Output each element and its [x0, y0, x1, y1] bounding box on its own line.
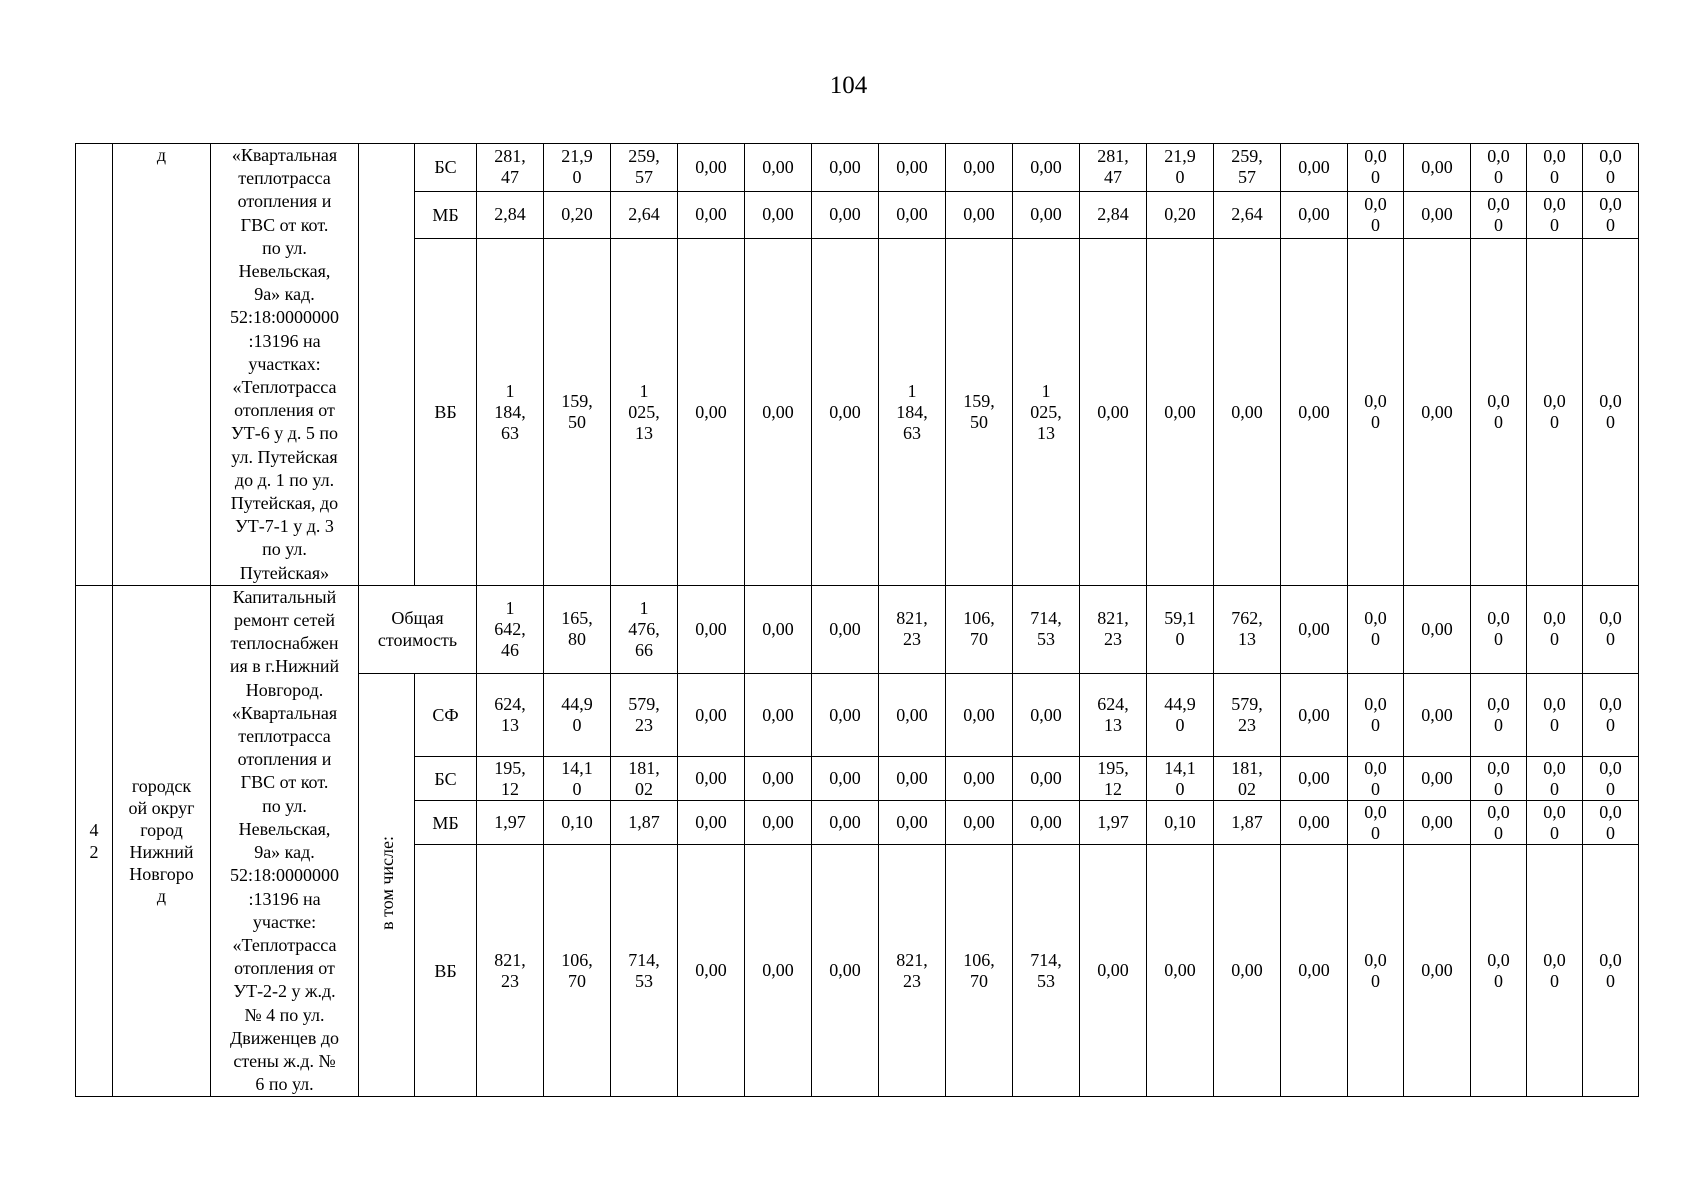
value-cell: 0,00 [879, 801, 946, 845]
source-label: ВБ [415, 845, 477, 1097]
value-cell: 0,00 [812, 585, 879, 673]
value-cell: 0,00 [1013, 801, 1080, 845]
value-cell: 0,00 [1281, 585, 1348, 673]
value-cell: 0,00 [678, 144, 745, 192]
value-cell: 2,84 [477, 191, 544, 239]
value-cell: 195, 12 [1080, 757, 1147, 801]
row-number-cell [76, 144, 113, 586]
value-cell: 0,00 [1147, 239, 1214, 586]
source-label: СФ [415, 673, 477, 756]
value-cell: 0,00 [1281, 239, 1348, 586]
value-cell: 0,0 0 [1583, 801, 1639, 845]
value-cell: 0,00 [1214, 239, 1281, 586]
municipality-cell: д [113, 144, 211, 586]
value-cell: 0,0 0 [1527, 673, 1583, 756]
value-cell: 0,20 [1147, 191, 1214, 239]
value-cell: 0,0 0 [1527, 757, 1583, 801]
value-cell: 0,00 [1281, 673, 1348, 756]
value-cell: 624, 13 [477, 673, 544, 756]
value-cell: 0,0 0 [1527, 845, 1583, 1097]
value-cell: 0,0 0 [1527, 585, 1583, 673]
value-cell: 0,00 [812, 144, 879, 192]
object-name-cell: «Квартальная теплотрасса отопления и ГВС от кот. по ул. Невельская, 9а» кад. 52:18:0000000 :13196 на участках: «Теплотрасса отопления от УТ-6 у д. 5 по ул. Путейская до д. 1 по ул. Путейская, до УТ-7-1 у д. 3 по ул. Путейская» [211, 144, 359, 586]
value-cell: 0,00 [1404, 239, 1471, 586]
value-cell: 281, 47 [1080, 144, 1147, 192]
value-cell: 1,97 [1080, 801, 1147, 845]
value-cell: 821, 23 [477, 845, 544, 1097]
value-cell: 821, 23 [1080, 585, 1147, 673]
value-cell: 0,00 [745, 191, 812, 239]
value-cell: 14,1 0 [544, 757, 611, 801]
value-cell: 0,00 [946, 673, 1013, 756]
table-row [76, 585, 1639, 673]
value-cell: 0,00 [1281, 191, 1348, 239]
value-cell: 1 642, 46 [477, 585, 544, 673]
value-cell: 714, 53 [1013, 585, 1080, 673]
value-cell: 0,0 0 [1527, 144, 1583, 192]
source-label: МБ [415, 191, 477, 239]
value-cell: 0,00 [879, 144, 946, 192]
value-cell: 0,00 [812, 845, 879, 1097]
value-cell: 0,00 [678, 801, 745, 845]
value-cell: 0,0 0 [1348, 239, 1404, 586]
value-cell: 1,97 [477, 801, 544, 845]
value-cell: 714, 53 [611, 845, 678, 1097]
value-cell: 0,0 0 [1583, 757, 1639, 801]
value-cell: 1,87 [611, 801, 678, 845]
value-cell: 0,00 [1281, 757, 1348, 801]
source-label: ВБ [415, 239, 477, 586]
value-cell: 0,00 [745, 801, 812, 845]
value-cell: 0,00 [1281, 144, 1348, 192]
value-cell: 0,00 [1013, 144, 1080, 192]
value-cell: 579, 23 [611, 673, 678, 756]
value-cell: 106, 70 [946, 585, 1013, 673]
value-cell: 0,00 [879, 191, 946, 239]
value-cell: 0,0 0 [1471, 144, 1527, 192]
value-cell: 0,0 0 [1348, 191, 1404, 239]
value-cell: 0,0 0 [1471, 585, 1527, 673]
financing-table [75, 143, 1639, 1097]
value-cell: 0,0 0 [1471, 845, 1527, 1097]
value-cell: 0,00 [678, 585, 745, 673]
value-cell: 0,00 [745, 673, 812, 756]
value-cell: 165, 80 [544, 585, 611, 673]
value-cell: 0,0 0 [1527, 239, 1583, 586]
value-cell: 0,00 [1080, 239, 1147, 586]
value-cell: 821, 23 [879, 845, 946, 1097]
value-cell: 281, 47 [477, 144, 544, 192]
value-cell: 0,00 [745, 757, 812, 801]
value-cell: 1 184, 63 [879, 239, 946, 586]
value-cell: 21,9 0 [544, 144, 611, 192]
source-label: БС [415, 757, 477, 801]
value-cell: 181, 02 [1214, 757, 1281, 801]
value-cell: 0,00 [745, 585, 812, 673]
value-cell: 1 025, 13 [1013, 239, 1080, 586]
value-cell: 0,00 [1281, 845, 1348, 1097]
value-cell: 106, 70 [946, 845, 1013, 1097]
value-cell: 0,10 [1147, 801, 1214, 845]
table-row [76, 144, 1639, 192]
value-cell: 624, 13 [1080, 673, 1147, 756]
value-cell: 0,00 [1147, 845, 1214, 1097]
value-cell: 0,0 0 [1583, 239, 1639, 586]
value-cell: 0,20 [544, 191, 611, 239]
value-cell: 0,00 [812, 801, 879, 845]
value-cell: 0,00 [1404, 673, 1471, 756]
value-cell: 0,00 [1214, 845, 1281, 1097]
value-cell: 0,0 0 [1583, 673, 1639, 756]
including-label: в том числе: [359, 673, 415, 1096]
value-cell: 0,0 0 [1348, 845, 1404, 1097]
value-cell: 0,10 [544, 801, 611, 845]
value-cell: 0,00 [879, 757, 946, 801]
municipality-cell: городск ой округ город Нижний Новгоро д [113, 585, 211, 1096]
value-cell: 0,0 0 [1527, 801, 1583, 845]
value-cell: 0,0 0 [1583, 845, 1639, 1097]
value-cell: 0,0 0 [1348, 673, 1404, 756]
value-cell: 0,00 [745, 239, 812, 586]
value-cell: 259, 57 [1214, 144, 1281, 192]
value-cell: 1 184, 63 [477, 239, 544, 586]
value-cell: 0,0 0 [1583, 585, 1639, 673]
value-cell: 0,0 0 [1471, 757, 1527, 801]
value-cell: 0,00 [678, 673, 745, 756]
value-cell: 0,00 [1013, 673, 1080, 756]
value-cell: 14,1 0 [1147, 757, 1214, 801]
value-cell: 0,00 [812, 757, 879, 801]
value-cell: 0,00 [678, 757, 745, 801]
value-cell: 106, 70 [544, 845, 611, 1097]
value-cell: 762, 13 [1214, 585, 1281, 673]
value-cell: 0,00 [1281, 801, 1348, 845]
value-cell: 0,0 0 [1583, 144, 1639, 192]
value-cell: 0,0 0 [1527, 191, 1583, 239]
value-cell: 1 476, 66 [611, 585, 678, 673]
source-label: БС [415, 144, 477, 192]
value-cell: 159, 50 [544, 239, 611, 586]
object-name-cell: Капитальный ремонт сетей теплоснабжен ия в г.Нижний Новгород. «Квартальная теплотрасса отопления и ГВС от кот. по ул. Невельская, 9а» кад. 52:18:0000000 :13196 на участке: «Теплотрасса отопления от УТ-2-2 у ж.д. № 4 по ул. Движенцев до стены ж.д. № 6 по ул. [211, 585, 359, 1096]
value-cell: 195, 12 [477, 757, 544, 801]
value-cell: 2,64 [611, 191, 678, 239]
value-cell: 0,0 0 [1348, 801, 1404, 845]
value-cell: 0,00 [1404, 801, 1471, 845]
value-cell: 181, 02 [611, 757, 678, 801]
value-cell: 59,1 0 [1147, 585, 1214, 673]
value-cell: 0,00 [946, 191, 1013, 239]
value-cell: 0,00 [1013, 191, 1080, 239]
value-cell: 0,0 0 [1471, 801, 1527, 845]
value-cell: 0,00 [812, 673, 879, 756]
value-cell: 0,00 [1080, 845, 1147, 1097]
value-cell: 2,64 [1214, 191, 1281, 239]
page-number: 104 [829, 72, 868, 99]
value-cell: 1,87 [1214, 801, 1281, 845]
value-cell: 0,00 [812, 191, 879, 239]
value-cell: 0,00 [879, 673, 946, 756]
value-cell: 0,00 [946, 801, 1013, 845]
value-cell: 44,9 0 [544, 673, 611, 756]
including-cell [359, 144, 415, 586]
value-cell: 0,00 [946, 144, 1013, 192]
total-cost-label: Общая стоимость [359, 585, 477, 673]
value-cell: 259, 57 [611, 144, 678, 192]
value-cell: 714, 53 [1013, 845, 1080, 1097]
value-cell: 0,00 [678, 239, 745, 586]
value-cell: 0,00 [678, 845, 745, 1097]
value-cell: 0,00 [745, 845, 812, 1097]
value-cell: 0,00 [1013, 757, 1080, 801]
value-cell: 821, 23 [879, 585, 946, 673]
value-cell: 0,00 [678, 191, 745, 239]
value-cell: 0,0 0 [1583, 191, 1639, 239]
value-cell: 0,00 [1404, 191, 1471, 239]
value-cell: 0,0 0 [1471, 239, 1527, 586]
value-cell: 0,0 0 [1348, 757, 1404, 801]
value-cell: 21,9 0 [1147, 144, 1214, 192]
value-cell: 0,00 [812, 239, 879, 586]
value-cell: 0,00 [745, 144, 812, 192]
value-cell: 0,00 [1404, 585, 1471, 673]
value-cell: 0,00 [1404, 845, 1471, 1097]
value-cell: 0,00 [1404, 144, 1471, 192]
value-cell: 2,84 [1080, 191, 1147, 239]
value-cell: 44,9 0 [1147, 673, 1214, 756]
value-cell: 0,0 0 [1348, 144, 1404, 192]
row-number-cell: 4 2 [76, 585, 113, 1096]
value-cell: 0,00 [1404, 757, 1471, 801]
value-cell: 579, 23 [1214, 673, 1281, 756]
value-cell: 159, 50 [946, 239, 1013, 586]
value-cell: 1 025, 13 [611, 239, 678, 586]
source-label: МБ [415, 801, 477, 845]
value-cell: 0,0 0 [1471, 191, 1527, 239]
value-cell: 0,0 0 [1348, 585, 1404, 673]
value-cell: 0,0 0 [1471, 673, 1527, 756]
value-cell: 0,00 [946, 757, 1013, 801]
